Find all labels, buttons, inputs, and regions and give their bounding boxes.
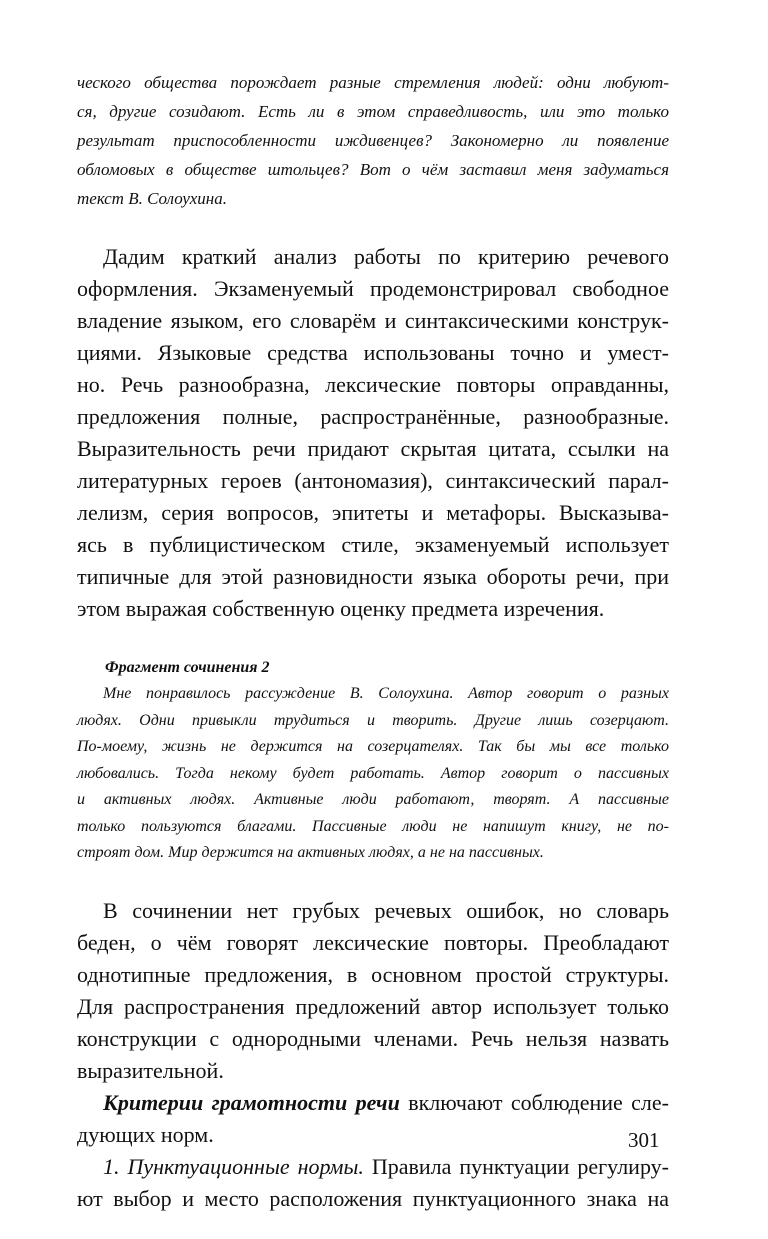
text-line: Мне понравилось рассуждение В. Солоухина. Автор говорит о разных [103,685,669,702]
essay-fragment-2 [77,681,669,867]
text-line: Для распространения предложений автор использует только [77,993,669,1019]
text-line: любовались. Тогда некому будет работать. Автор говорит о пассивных [77,764,669,782]
text-line: ясь в публицистическом стиле, экзаменуемый использует [77,532,669,557]
text-line: предложения полные, распространённые, разнообразные. [77,404,669,429]
text-line: дующих норм. [77,1121,214,1147]
text-line: людях. Одни привыкли трудиться и творить. Другие лишь созерцают. [77,711,669,729]
text-line: владение языком, его словарём и синтаксическими конструк- [77,308,669,333]
text-line: однотипные предложения, в основном простой структуры. [77,961,669,987]
criteria-term: Критерии грамотности речи [103,1089,400,1115]
text-line: строят дом. Мир держится на активных людях, а не на пассивных. [77,844,544,861]
punctuation-paragraph [77,1151,669,1215]
text-line: типичные для этой разновидности языка обороты речи, при [77,564,669,589]
text-line: только пользуются благами. Пассивные люди не напишут книгу, не по- [77,817,669,835]
text-line: этом выражая собственную оценку предмета изречения. [77,596,605,621]
text-line: выразительной. [77,1057,224,1083]
criteria-text: включают соблюдение сле- [399,1089,669,1115]
text-line: литературных героев (антономазия), синтаксический парал- [77,468,669,493]
text-line: но. Речь разнообразна, лексические повторы оправданны, [77,372,669,397]
text-line: По-моему, жизнь не держится на созерцателях. Так бы мы все только [77,738,669,755]
page-content [77,68,669,1215]
text-line: ческого общества порождает разные стремления людей: одни любуют- [77,73,669,92]
text-line: обломовых в обществе штольцев? Вот о чём заставил меня задуматься [77,160,669,179]
text-line: оформления. Экзаменуемый продемонстрировал свободное [77,276,669,301]
analysis-paragraph-1 [77,241,669,625]
text-line: Дадим краткий анализ работы по критерию речевого [103,244,669,269]
text-line: беден, о чём говорят лексические повторы. Преобладают [77,929,669,955]
text-line: циями. Языковые средства использованы точно и умест- [77,340,669,365]
text-line: лелизм, серия вопросов, эпитеты и метафоры. Высказыва- [77,500,669,525]
fragment-title: Фрагмент сочинения 2 [105,659,270,676]
text-line [77,1151,669,1183]
punctuation-term: 1. Пунктуационные нормы. [103,1153,364,1179]
text-line: ся, другие созидают. Есть ли в этом справедливость, или это только [77,102,669,121]
text-line: конструкции с однородными членами. Речь нельзя назвать [77,1025,669,1051]
analysis-paragraph-2 [77,895,669,1087]
text-line: Выразительность речи придают скрытая цитата, ссылки на [77,436,669,461]
text-line: и активных людях. Активные люди работают, творят. А пассивные [77,791,669,808]
text-line [77,1087,669,1119]
punctuation-text: Правила пунктуации регулиру- [363,1153,669,1179]
criteria-paragraph [77,1087,669,1151]
page-number: 301 [628,1128,660,1152]
text-line: В сочинении нет грубых речевых ошибок, но словарь [103,897,669,923]
text-line: текст В. Солоухина. [77,189,227,208]
essay-excerpt-1 [77,68,669,213]
text-line: ют выбор и место расположения пунктуационного знака на [77,1185,669,1211]
text-line: результат приспособленности иждивенцев? Закономерно ли появление [77,131,669,150]
